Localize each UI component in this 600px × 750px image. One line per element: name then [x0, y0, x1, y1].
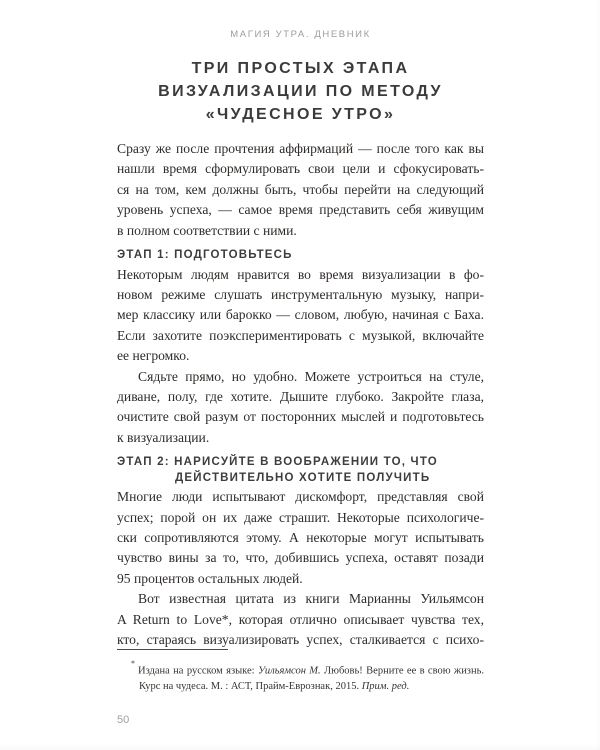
text-line: Сядьте прямо, но удобно. Можете устроиться на стуле,	[138, 368, 484, 384]
text-line: «ЧУДЕСНОЕ УТРО»	[205, 106, 396, 123]
text-line: Если захотите поэкспериментировать с музыкой, включайте	[117, 327, 484, 343]
text-line: мер классику или барокко — словом, любую, начиная с Баха.	[117, 307, 484, 323]
text-line: в полном соответствии с ними.	[117, 222, 297, 238]
text-line: нашли время сформулировать свои цели и сфокусировать-	[117, 161, 484, 177]
text-line: ВИЗУАЛИЗАЦИИ ПО МЕТОДУ	[158, 83, 443, 100]
text-line: Некоторым людям нравится во время визуализации в фо-	[117, 266, 484, 282]
text-line: Многие люди испытывают дискомфорт, представляя свой	[117, 489, 484, 505]
text-line: новом режиме слушать инструментальную музыку, напри-	[117, 286, 484, 302]
text-line: диване, полу, где хотите. Дышите глубоко. Закройте глаза,	[117, 388, 484, 404]
text-line: чувство вины за то, что, добившись успеха, оставят позади	[117, 550, 484, 566]
section-heading-step1	[117, 248, 484, 264]
text-line: ся на том, кем должны быть, чтобы перейти на следующий	[117, 181, 484, 197]
text-line: ДЕЙСТВИТЕЛЬНО ХОТИТЕ ПОЛУЧИТЬ	[175, 471, 431, 484]
running-head: МАГИЯ УТРА. ДНЕВНИК	[230, 29, 371, 40]
text-line: Сразу же после прочтения аффирмаций — после того как вы	[117, 141, 484, 156]
text-line: ски сопротивляются этому. А некоторые могут испытывать	[117, 530, 484, 545]
page-title	[117, 57, 484, 126]
footnote-author-italic: Уильямсон М.	[257, 665, 321, 677]
text-line: успех; порой он их даже страшит. Некоторые психологиче-	[117, 509, 484, 525]
text-line: уровень успеха, — самое время представить себя живущим	[117, 202, 484, 218]
text-line: 95 процентов остальных людей.	[117, 570, 303, 586]
footnote	[117, 659, 484, 694]
footnote-text-segment: Любовь! Верните ее в свою жизнь. Курс на чудеса. М. : АСТ, Прайм-Еврознак, 2015.	[139, 665, 484, 692]
step1-paragraph-1	[117, 265, 484, 367]
text-line: ТРИ ПРОСТЫХ ЭТАПА	[191, 60, 410, 77]
footnote-marker: *	[131, 659, 135, 669]
step2-paragraph-2	[117, 589, 484, 650]
section-heading-step2	[117, 455, 484, 486]
text-line: A Return to Love*, которая отлично описывает чувства тех,	[117, 611, 484, 627]
text-line: ЭТАП 2: НАРИСУЙТЕ В ВООБРАЖЕНИИ ТО, ЧТО	[117, 456, 438, 469]
text-line: к визуализации.	[117, 429, 210, 445]
intro-paragraph	[117, 139, 484, 241]
page-number: 50	[117, 713, 130, 726]
footnote-text-segment: Издана на русском языке:	[138, 665, 258, 677]
step1-paragraph-2	[117, 367, 484, 449]
text-line: ЭТАП 1: ПОДГОТОВЬТЕСЬ	[117, 249, 293, 262]
step2-paragraph-1	[117, 487, 484, 589]
text-line: ее негромко.	[117, 348, 190, 364]
text-line: Вот известная цитата из книги Марианны Уильямсон	[138, 591, 484, 607]
text-line: кто, стараясь визуализировать успех, сталкивается с психо-	[117, 632, 484, 648]
text-line: очистите свой разум от посторонних мыслей и подготовьтесь	[117, 409, 484, 425]
footnote-editor-note-italic: Прим. ред.	[361, 680, 410, 692]
